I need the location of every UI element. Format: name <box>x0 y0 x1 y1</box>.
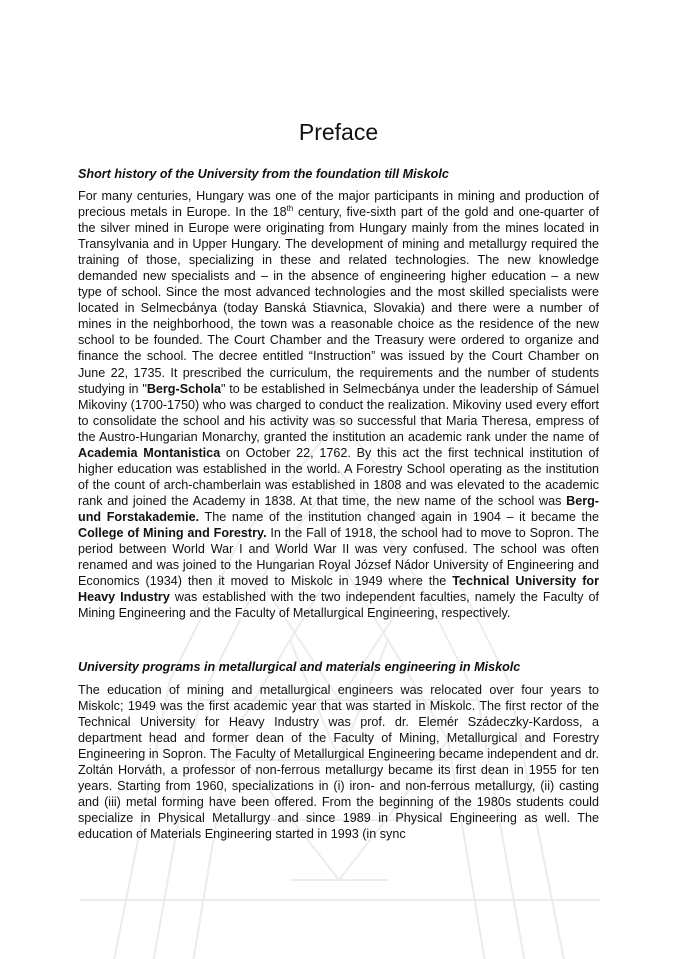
section-paragraph-programs: The education of mining and metallurgical engineers was relocated over four years to Miskolc; 1949 was the first academic year that was started in Miskolc. The first rector of the Technical University for Heavy Industry was prof. dr. Elemér Szádeczky-Kardoss, a department head and former dean of the Faculty of Mining, Metallurgical and Forestry Engineering in Sopron. The Faculty of Metallurgical Engineering became independent and dr. Zoltán Horváth, a professor of non-ferrous metallurgy became its first dean in 1955 for ten years. Starting from 1960, specializations in (i) iron- and non-ferrous metallurgy, (ii) casting and (iii) metal forming have been offered. From the beginning of the 1980s students could specialize in Physical Metallurgy and since 1989 in Physical Engineering as well. The education of Materials Engineering started in 1993 (in sync <box>78 683 599 842</box>
section-paragraph-history: For many centuries, Hungary was one of the major participants in mining and production of precious metals in Europe. In the 18th century, five-sixth part of the gold and one-quarter of the silver mined in Europe were originating from Hungary mainly from the mines located in Transylvania and in Upper Hungary. The development of mining and metallurgy required the training of those, specializing in these and related technologies. The new knowledge demanded new specialists and – in the absence of engineering higher education – a new type of school. Since the most advanced technologies and the most skilled specialists were located in Selmecbánya (today Banská Stiavnica, Slovakia) and there were a number of mines in the neighborhood, the town was a reasonable choice as the residence of the new school to be founded. The Court Chamber and the Treasury were ordered to organize and finance the school. The decree entitled “Instruction” was issued by the Court Chamber on June 22, 1735. It prescribed the curriculum, the requirements and the number of students studying in "Berg-Schola" to be established in Selmecbánya under the leadership of Sámuel Mikoviny (1700-1750) who was charged to conduct the realization. Mikoviny used every effort to consolidate the school and his activity was so successful that Maria Theresa, empress of the Austro-Hungarian Monarchy, granted the institution an academic rank under the name of Academia Montanistica on October 22, 1762. By this act the first technical institution of higher education was established in the world. A Forestry School operating as the institution of the count of arch-chamberlain was established in 1808 and was elevated to the academic rank and joined the Academy in 1838. At that time, the new name of the school was Berg- und Forstakademie. The name of the institution changed again in 1904 – it became the College of Mining and Forestry. In the Fall of 1918, the school had to move to Sopron. The period between World War I and World War II was very confused. The school was often renamed and was joined to the Hungarian Royal József Nádor University of Engineering and Economics (1934) then it moved to Miskolc in 1949 where the Technical University for Heavy Industry was established with the two independent faculties, namely the Faculty of Mining Engineering and the Faculty of Metallurgical Engineering, respectively. <box>78 189 600 621</box>
page-title: Preface <box>298 119 379 145</box>
bold-term: Technical University for Heavy Industry <box>78 574 600 605</box>
bold-term: College of Mining and Forestry. <box>78 525 267 540</box>
superscript: th <box>286 203 294 213</box>
bold-term: Berg- und Forstakademie. <box>78 493 599 524</box>
bold-term: Academia Montanistica <box>78 445 221 460</box>
section-heading-programs: University programs in metallurgical and materials engineering in Miskolc <box>78 660 521 674</box>
section-heading-history: Short history of the University from the foundation till Miskolc <box>78 167 449 181</box>
bold-term: Berg-Schola <box>146 381 221 396</box>
